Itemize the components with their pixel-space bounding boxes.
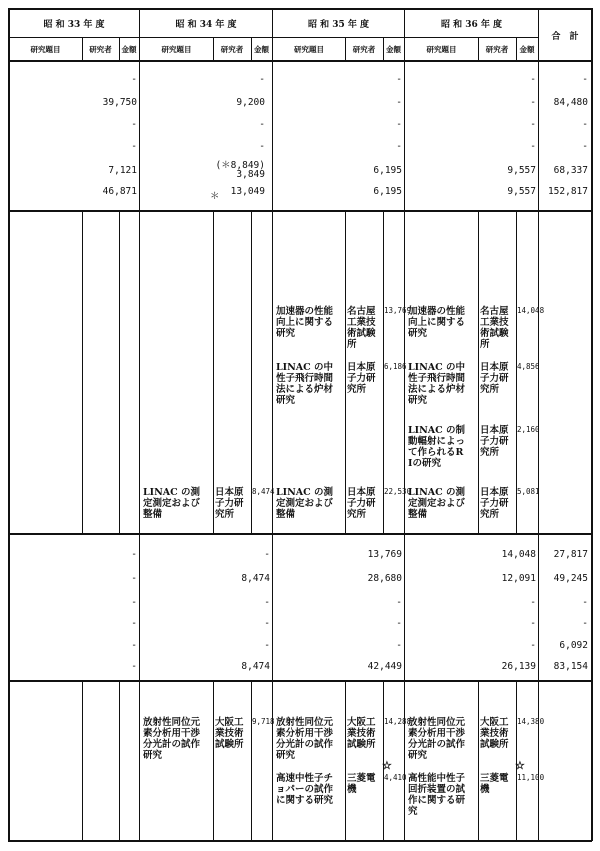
header-bottom bbox=[8, 60, 592, 62]
subheader-y36-topic: 研究題目 bbox=[426, 45, 457, 54]
project-researcher-section2-y34: 日本原 子力研 究所 bbox=[215, 487, 244, 520]
amount-section1-y33-3: - bbox=[131, 141, 137, 152]
header-year-35: 昭 和 35 年 度 bbox=[307, 20, 370, 30]
project-researcher-section2-y35-2: 日本原 子力研 究所 bbox=[347, 487, 376, 520]
amount-section3-y33-4: - bbox=[131, 640, 137, 651]
project-researcher-section2-y36-1: 日本原 子力研 究所 bbox=[480, 362, 509, 395]
subcol-rule-y35-a-s4 bbox=[345, 681, 346, 840]
col-sep-33-34 bbox=[139, 8, 140, 841]
amount-section3-y35-3: - bbox=[396, 618, 402, 629]
amount-section1-total-4: 68,337 bbox=[553, 165, 588, 176]
header-year-34: 昭 和 34 年 度 bbox=[175, 20, 237, 30]
amount-section3-y33-2: - bbox=[131, 597, 137, 608]
subheader-y35-researcher: 研究者 bbox=[352, 45, 376, 54]
project-researcher-section4-y34: 大阪工 業技術 試験所 bbox=[215, 717, 244, 750]
project-amount-section2-y35-1: 6,186 bbox=[384, 362, 407, 371]
project-amount-section2-y36-2: 2,160 bbox=[517, 425, 540, 434]
project-topic-section2-y35-1: LINAC の中 性子飛行時間 法による炉材 研究 bbox=[276, 362, 334, 406]
amount-section3-y35-2: - bbox=[396, 597, 402, 608]
project-researcher-section2-y36-2: 日本原 子力研 究所 bbox=[480, 425, 509, 458]
amount-section3-y34-0: - bbox=[264, 549, 270, 560]
project-amount-section4-y34: 9,718 bbox=[252, 717, 275, 726]
amount-section3-y36-5: 26,139 bbox=[501, 661, 536, 672]
star-mark-y36: ☆ bbox=[515, 759, 525, 772]
subcol-rule-y36-a-s4 bbox=[478, 681, 479, 840]
subcol-rule-y33-a-s2 bbox=[82, 211, 83, 533]
project-topic-section2-y35-0: 加速器の性能 向上に関する 研究 bbox=[276, 306, 334, 339]
subcol-rule-y36-b-s2 bbox=[516, 211, 517, 533]
amount-section1-total-5: 152,817 bbox=[547, 186, 588, 197]
amount-section3-total-0: 27,817 bbox=[553, 549, 588, 560]
project-topic-section4-y36-0: 放射性同位元 素分析用干渉 分光計の試作 研究 bbox=[408, 717, 466, 761]
amount-section3-total-1: 49,245 bbox=[553, 573, 588, 584]
amount-section3-total-4: 6,092 bbox=[559, 640, 588, 651]
project-amount-section4-y36-1: 11,100 bbox=[517, 773, 545, 782]
amount-section3-y36-1: 12,091 bbox=[501, 573, 536, 584]
project-topic-section2-y36-0: 加速器の性能 向上に関する 研究 bbox=[408, 306, 466, 339]
amount-section3-total-2: - bbox=[582, 597, 588, 608]
project-amount-section4-y35-1: 4,410 bbox=[384, 773, 407, 782]
amount-section3-y36-2: - bbox=[530, 597, 536, 608]
subcol-rule-y33-b-s4 bbox=[119, 681, 120, 840]
subcol-rule-y34-b-s2 bbox=[251, 211, 252, 533]
project-topic-section4-y35-1: 高速中性子チ ョパーの試作 に関する研究 bbox=[276, 773, 334, 806]
amount-section1-total-3: - bbox=[582, 141, 588, 152]
subcol-rule-y35-b-s2 bbox=[383, 211, 384, 533]
amount-section3-y33-0: - bbox=[131, 549, 137, 560]
amount-section1-y33-4: 7,121 bbox=[108, 165, 137, 176]
subcol-rule-y34-a-s4 bbox=[213, 681, 214, 840]
subheader-y33-researcher: 研究者 bbox=[89, 45, 112, 54]
subcol-rule-y35-a-s2 bbox=[345, 211, 346, 533]
amount-section1-y34-1: 9,200 bbox=[236, 97, 265, 108]
amount-section3-y34-1: 8,474 bbox=[241, 573, 270, 584]
amount-section3-total-3: - bbox=[582, 618, 588, 629]
project-amount-section4-y36-0: 14,380 bbox=[517, 717, 545, 726]
amount-section1-y36-1: - bbox=[530, 97, 536, 108]
subcol-rule-y34-b-s4 bbox=[251, 681, 252, 840]
project-amount-section2-y35-0: 13,769 bbox=[384, 306, 412, 315]
subheader-y36-researcher: 研究者 bbox=[485, 45, 509, 54]
amount-section1-y34-7: 13,049 bbox=[230, 186, 265, 197]
project-topic-section2-y36-2: LINAC の制 動輻射によっ て作られるR Iの研究 bbox=[408, 425, 466, 469]
subheader-y34-researcher: 研究者 bbox=[220, 45, 244, 54]
subcol-rule-y33-b-s2 bbox=[119, 211, 120, 533]
subcol-rule-y36-a-s2 bbox=[478, 211, 479, 533]
table-border-top bbox=[8, 8, 592, 10]
amount-section1-total-0: - bbox=[582, 74, 588, 85]
amount-section1-y33-2: - bbox=[131, 119, 137, 130]
project-amount-section4-y35-0: 14,288 bbox=[384, 717, 412, 726]
amount-section3-y34-2: - bbox=[264, 597, 270, 608]
amount-section1-y33-5: 46,871 bbox=[102, 186, 137, 197]
header-total: 合 計 bbox=[551, 32, 579, 42]
amount-section3-y35-4: - bbox=[396, 640, 402, 651]
amount-section3-y33-5: - bbox=[131, 661, 137, 672]
header-year-33: 昭 和 33 年 度 bbox=[43, 20, 105, 30]
star-mark-y35: ☆ bbox=[382, 759, 392, 772]
amount-section1-y35-4: 6,195 bbox=[373, 165, 402, 176]
amount-section3-y36-0: 14,048 bbox=[501, 549, 536, 560]
project-researcher-section2-y35-0: 名古屋 工業技 術試験 所 bbox=[347, 306, 376, 350]
amount-section1-y35-0: - bbox=[396, 74, 402, 85]
subcol-rule-y34-a-s2 bbox=[213, 211, 214, 533]
section-separator-2 bbox=[8, 533, 592, 535]
amount-section3-y34-3: - bbox=[264, 618, 270, 629]
project-researcher-section2-y35-1: 日本原 子力研 究所 bbox=[347, 362, 376, 395]
amount-section1-y34-4: (＊8,849) bbox=[215, 160, 265, 171]
amount-section3-y36-3: - bbox=[530, 618, 536, 629]
project-topic-section2-y34: LINAC の測 定測定および 整備 bbox=[143, 487, 201, 520]
amount-section3-y34-4: - bbox=[264, 640, 270, 651]
amount-section3-y33-3: - bbox=[131, 618, 137, 629]
project-amount-section2-y34: 8,474 bbox=[252, 487, 275, 496]
amount-section1-total-1: 84,480 bbox=[553, 97, 588, 108]
project-topic-section4-y34: 放射性同位元 素分析用干渉 分光計の試作 研究 bbox=[143, 717, 201, 761]
table-border-right bbox=[591, 8, 593, 841]
subheader-y33-topic: 研究題目 bbox=[30, 45, 61, 54]
amount-section1-y36-5: 9,557 bbox=[507, 186, 536, 197]
amount-section1-y36-2: - bbox=[530, 119, 536, 130]
amount-section3-y34-5: 8,474 bbox=[241, 661, 270, 672]
subheader-y34-topic: 研究題目 bbox=[161, 45, 192, 54]
subheader-y35-topic: 研究題目 bbox=[294, 45, 324, 54]
amount-section1-y33-0: - bbox=[131, 74, 137, 85]
amount-section1-y35-2: - bbox=[396, 119, 402, 130]
header-year-36: 昭 和 36 年 度 bbox=[440, 20, 503, 30]
subheader-y33-amount: 金額 bbox=[121, 45, 137, 54]
project-amount-section2-y36-1: 4,856 bbox=[517, 362, 540, 371]
amount-section3-y33-1: - bbox=[131, 573, 137, 584]
project-researcher-section4-y35-0: 大阪工 業技術 試験所 bbox=[347, 717, 376, 750]
project-researcher-section2-y36-0: 名古屋 工業技 術試験 所 bbox=[480, 306, 509, 350]
amount-section3-y35-1: 28,680 bbox=[367, 573, 402, 584]
subheader-y34-amount: 金額 bbox=[254, 45, 269, 54]
subheader-y36-amount: 金額 bbox=[519, 45, 535, 54]
amount-section1-y34-3: - bbox=[259, 141, 265, 152]
project-topic-section2-y36-3: LINAC の測 定測定および 整備 bbox=[408, 487, 466, 520]
table-border-left bbox=[8, 8, 10, 841]
project-researcher-section4-y36-0: 大阪工 業技術 試験所 bbox=[480, 717, 509, 750]
project-amount-section2-y36-3: 5,081 bbox=[517, 487, 540, 496]
project-topic-section2-y36-1: LINAC の中 性子飛行時間 法による炉材 研究 bbox=[408, 362, 466, 406]
project-topic-section4-y35-0: 放射性同位元 素分析用干渉 分光計の試作 研究 bbox=[276, 717, 334, 761]
amount-section1-y36-0: - bbox=[530, 74, 536, 85]
amount-section3-y35-5: 42,449 bbox=[367, 661, 402, 672]
amount-section1-y36-4: 9,557 bbox=[507, 165, 536, 176]
project-researcher-section4-y36-1: 三菱電 機 bbox=[480, 773, 509, 795]
amount-section3-y36-4: - bbox=[530, 640, 536, 651]
amount-section3-y35-0: 13,769 bbox=[367, 549, 402, 560]
amount-section1-y34-5: 3,849 bbox=[236, 169, 265, 180]
amount-section1-y34-6: ＊ bbox=[210, 191, 220, 202]
amount-section1-y35-1: - bbox=[396, 97, 402, 108]
amount-section1-y34-2: - bbox=[259, 119, 265, 130]
section-separator-3 bbox=[8, 680, 592, 682]
project-researcher-section4-y35-1: 三菱電 機 bbox=[347, 773, 376, 795]
amount-section1-y36-3: - bbox=[530, 141, 536, 152]
amount-section1-y33-1: 39,750 bbox=[102, 97, 137, 108]
amount-section3-total-5: 83,154 bbox=[553, 661, 588, 672]
amount-section1-y34-0: - bbox=[259, 74, 265, 85]
amount-section1-y35-3: - bbox=[396, 141, 402, 152]
project-amount-section2-y35-2: 22,530 bbox=[384, 487, 412, 496]
project-amount-section2-y36-0: 14,048 bbox=[517, 306, 545, 315]
subcol-rule-y33-a-s4 bbox=[82, 681, 83, 840]
project-researcher-section2-y36-3: 日本原 子力研 究所 bbox=[480, 487, 509, 520]
amount-section1-total-2: - bbox=[582, 119, 588, 130]
subheader-y35-amount: 金額 bbox=[386, 45, 401, 54]
project-topic-section2-y35-2: LINAC の測 定測定および 整備 bbox=[276, 487, 334, 520]
amount-section1-y35-5: 6,195 bbox=[373, 186, 402, 197]
section-separator-1 bbox=[8, 210, 592, 212]
project-topic-section4-y36-1: 高性能中性子 回折装置の試 作に関する研 究 bbox=[408, 773, 466, 817]
table-border-bottom bbox=[8, 840, 592, 842]
